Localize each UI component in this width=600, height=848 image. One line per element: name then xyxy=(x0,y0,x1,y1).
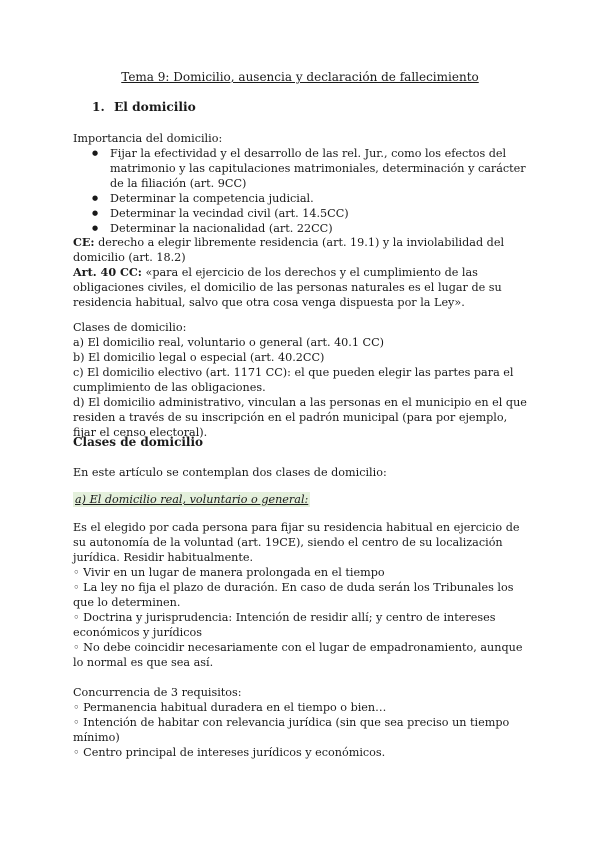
art40-text: «para el ejercicio de los derechos y el cumplimiento de las obligaciones civiles, el domicilio de las personas naturales es el lugar de su residencia habitual, salvo que otra cosa venga dispuesta por la Ley». xyxy=(73,266,502,309)
classes-list-item: d) El domicilio administrativo, vinculan a las personas en el municipio en el que residen a través de su inscripción en el padrón municipal (para por ejemplo, fijar el censo electoral). xyxy=(73,396,527,439)
ce-label: CE: xyxy=(73,235,95,249)
importance-item: ● Determinar la competencia judicial. xyxy=(110,191,533,206)
importance-item: ● Determinar la vecindad civil (art. 14.5CC) xyxy=(110,206,533,221)
subsection-a-text: Es el elegido por cada persona para fijar su residencia habitual en ejercicio de su autonomía de la voluntad (art. 19CE), siendo el centro de su localización jurídica. Residir habitualmente. xyxy=(73,521,520,564)
requisites-item: ◦ Intención de habitar con relevancia jurídica (sin que sea preciso un tiempo mínimo) xyxy=(73,716,510,744)
art40-paragraph xyxy=(73,265,533,310)
importance-block xyxy=(73,131,533,236)
importance-list xyxy=(73,146,533,236)
section-title: El domicilio xyxy=(114,100,196,114)
legal-basis-block xyxy=(73,235,533,310)
page-title: Tema 9: Domicilio, ausencia y declaración de fallecimiento xyxy=(121,70,479,84)
subsection-a-heading xyxy=(73,492,533,507)
art40-label: Art. 40 CC: xyxy=(73,265,142,279)
requisites-item: ◦ Centro principal de intereses jurídicos y económicos. xyxy=(73,746,386,759)
classes-intro: En este artículo se contemplan dos clases de domicilio: xyxy=(73,466,387,479)
section-number: 1. xyxy=(92,100,105,114)
classes-list-item: b) El domicilio legal o especial (art. 40.2CC) xyxy=(73,351,325,364)
requisites-intro: Concurrencia de 3 requisitos: xyxy=(73,686,242,699)
ce-paragraph xyxy=(73,235,533,265)
importance-intro: Importancia del domicilio: xyxy=(73,132,223,145)
classes-list-item: c) El domicilio electivo (art. 1171 CC): el que pueden elegir las partes para el cumplimiento de las obligaciones. xyxy=(73,366,514,394)
ce-text: derecho a elegir libremente residencia (art. 19.1) y la inviolabilidad del domicilio (art. 18.2) xyxy=(73,236,505,264)
classes-list-item: a) El domicilio real, voluntario o general (art. 40.1 CC) xyxy=(73,336,385,349)
importance-item: ● Fijar la efectividad y el desarrollo de las rel. Jur., como los efectos del matrimonio y las capitulaciones matrimoniales, determinación y carácter de la filiación (art. 9CC) xyxy=(110,146,533,191)
requisites-item: ◦ Permanencia habitual duradera en el tiempo o bien… xyxy=(73,701,387,714)
classes-list-intro: Clases de domicilio: xyxy=(73,321,187,334)
subsection-a-highlight: a) El domicilio real, voluntario o general: xyxy=(75,493,309,506)
requisites-block xyxy=(73,685,533,760)
subsection-a-point: ◦ Doctrina y jurisprudencia: Intención de residir allí; y centro de intereses económicos y jurídicos xyxy=(73,611,496,639)
section-heading xyxy=(92,100,196,115)
subsection-a-point: ◦ La ley no fija el plazo de duración. En caso de duda serán los Tribunales los que lo determinen. xyxy=(73,581,514,609)
importance-item: ● Determinar la nacionalidad (art. 22CC) xyxy=(110,221,533,236)
subsection-a-point: ◦ No debe coincidir necesariamente con el lugar de empadronamiento, aunque lo normal es que sea así. xyxy=(73,641,523,669)
classes-heading: Clases de domicilio xyxy=(73,435,204,449)
subsection-a-point: ◦ Vivir en un lugar de manera prolongada en el tiempo xyxy=(73,566,385,579)
subsection-a-body xyxy=(73,520,533,670)
classes-list-block xyxy=(73,320,533,440)
